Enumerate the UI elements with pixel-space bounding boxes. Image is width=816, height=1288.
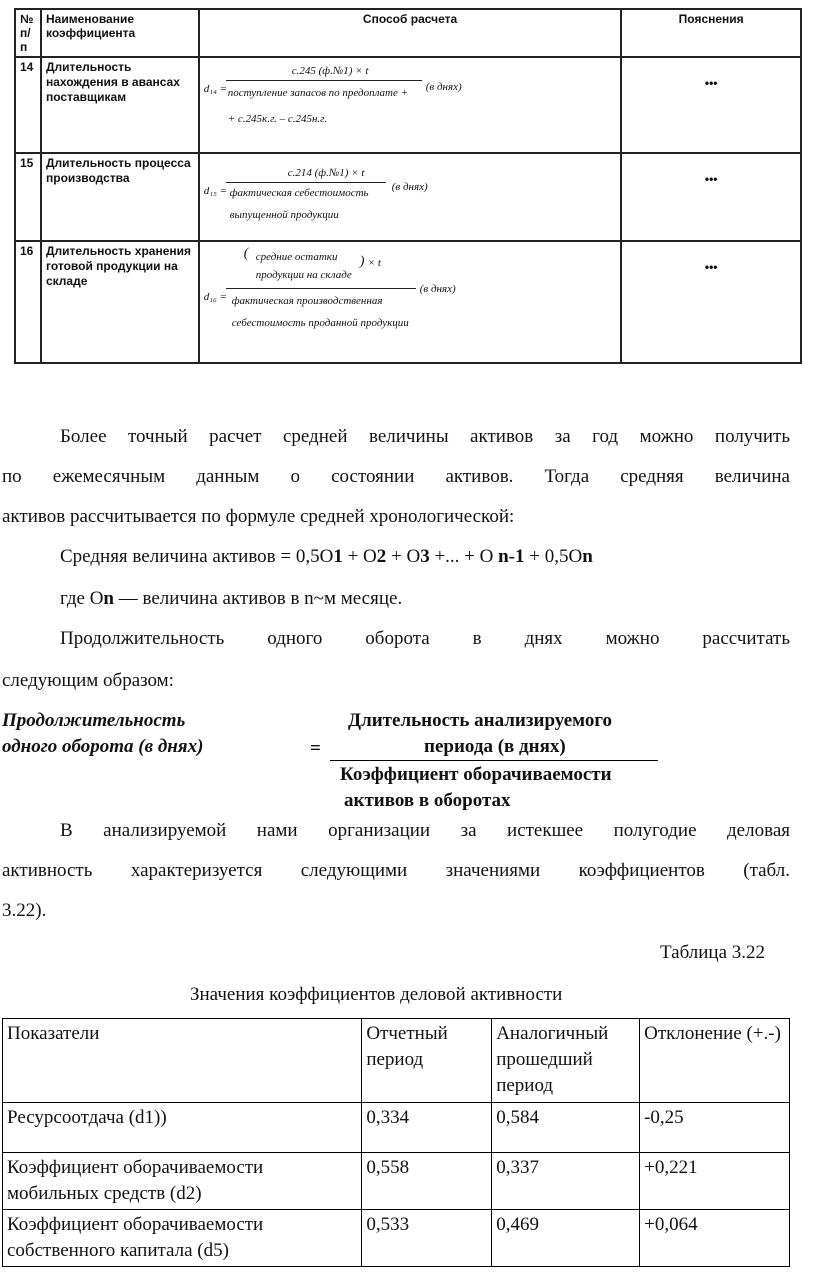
table-title: Значения коэффициентов деловой активности	[190, 984, 563, 1005]
table-row	[3, 1210, 790, 1267]
formula-unit: (в днях)	[425, 81, 462, 93]
row-num: 16	[15, 241, 41, 363]
scanned-table-image	[0, 0, 816, 370]
table-cell: Коэффициент оборачиваемости собственного капитала (d5)	[3, 1210, 362, 1267]
formula-equals: =	[310, 738, 321, 759]
average-assets-formula	[60, 546, 593, 568]
header-notes: Пояснения	[621, 9, 801, 57]
header-cell: Отклонение (+.-)	[640, 1019, 790, 1103]
formula-sub: n	[582, 546, 593, 567]
row-name: Длительность процесса производства	[41, 153, 199, 241]
table-cell: 0,334	[362, 1103, 492, 1153]
formula-text: + О	[386, 546, 421, 567]
where-sub: n	[103, 588, 114, 609]
header-cell: Показатели	[3, 1019, 362, 1103]
table-cell: -0,25	[640, 1103, 790, 1153]
formula-lhs-2: одного оборота (в днях)	[2, 736, 204, 757]
table-cell: 0,558	[362, 1153, 492, 1210]
formula-denominator-2: + с.245к.г. – с.245н.г.	[227, 113, 328, 125]
formula-denominator-2: активов в оборотах	[344, 790, 511, 811]
header-cell: Отчетный период	[362, 1019, 492, 1103]
where-text: где О	[60, 588, 104, 609]
formula-lhs: d₁₅ =	[203, 185, 228, 197]
paragraph-2-line-2: следующим образом:	[2, 670, 174, 691]
formula-lhs: d₁₄ =	[203, 83, 228, 95]
formula-denominator-1: фактическая производственная	[231, 295, 383, 307]
formula-numerator-1: средние остатки	[255, 251, 338, 263]
fraction-line	[226, 182, 386, 183]
formula-text: +... + О	[429, 546, 499, 567]
paren-right: )	[359, 254, 365, 269]
table-row	[3, 1153, 790, 1210]
business-activity-table	[2, 1018, 790, 1267]
header-num: № п/п	[15, 9, 41, 57]
coefficients-method-table	[14, 8, 802, 364]
paragraph-3-line-2: активность характеризуется следующими значениями коэффициентов (табл.	[2, 860, 790, 881]
row-formula	[199, 241, 622, 363]
formula-numerator-1: Длительность анализируемого	[348, 710, 612, 731]
row-num: 14	[15, 57, 41, 153]
row-note: •••	[621, 153, 801, 241]
formula-numerator: c.245 (ф.№1) × t	[291, 65, 369, 77]
header-method: Способ расчета	[199, 9, 622, 57]
formula-denominator-2: себестоимость проданной продукции	[231, 317, 409, 329]
formula-sub: n-1	[498, 546, 525, 567]
table-row	[3, 1103, 790, 1153]
formula-text: + 0,5О	[524, 546, 583, 567]
fraction-line	[226, 288, 416, 289]
row-note: •••	[621, 57, 801, 153]
row-name: Длительность хранения готовой продукции на складе	[41, 241, 199, 363]
formula-denominator-1: поступление запасов по предоплате +	[227, 87, 409, 99]
fraction-line	[226, 80, 422, 81]
table-row	[15, 57, 801, 153]
formula-denominator-1: фактическая себестоимость	[229, 187, 369, 199]
formula-text: + О	[342, 546, 377, 567]
where-line	[60, 588, 402, 610]
table-label: Таблица 3.22	[660, 942, 766, 963]
formula-lhs-1: Продолжительность	[2, 710, 186, 731]
fraction-line	[330, 760, 658, 761]
table-cell: 0,584	[492, 1103, 640, 1153]
table-cell: +0,221	[640, 1153, 790, 1210]
header-cell: Аналогичный прошедший период	[492, 1019, 640, 1103]
paragraph-1-line-3: активов рассчитывается по формуле средней хронологической:	[2, 506, 515, 527]
formula-numerator: c.214 (ф.№1) × t	[287, 167, 365, 179]
formula-text: Средняя величина активов = 0,5О	[60, 546, 334, 567]
table-cell: 0,533	[362, 1210, 492, 1267]
formula-sub: 3	[420, 546, 430, 567]
table-cell: Ресурсоотдача (d1))	[3, 1103, 362, 1153]
formula-denominator-1: Коэффициент оборачиваемости	[340, 764, 612, 785]
row-num: 15	[15, 153, 41, 241]
formula-unit: (в днях)	[419, 283, 456, 295]
table-row	[15, 241, 801, 363]
row-formula	[199, 57, 622, 153]
paragraph-3-line-3: 3.22).	[2, 900, 47, 921]
formula-sub: 2	[376, 546, 387, 567]
paragraph-1-line-2: по ежемесячным данным о состоянии активов. Тогда средняя величина	[2, 466, 790, 487]
formula-denominator-2: выпущенной продукции	[229, 209, 339, 221]
paragraph-1-line-1: Более точный расчет средней величины активов за год можно получить	[60, 426, 790, 447]
where-text: — величина активов в n~м месяце.	[114, 588, 403, 609]
table-cell: 0,469	[492, 1210, 640, 1267]
row-note: •••	[621, 241, 801, 363]
formula-multiplier: × t	[367, 257, 381, 269]
paragraph-3-line-1: В анализируемой нами организации за истекшее полугодие деловая	[60, 820, 790, 841]
formula-numerator-2: продукции на складе	[255, 269, 352, 281]
paragraph-2-line-1: Продолжительность одного оборота в днях можно рассчитать	[60, 628, 790, 649]
formula-unit: (в днях)	[391, 181, 428, 193]
row-name: Длительность нахождения в авансах поставщикам	[41, 57, 199, 153]
row-formula	[199, 153, 622, 241]
formula-sub: 1	[333, 546, 343, 567]
paren-left: (	[243, 246, 249, 261]
table-cell: +0,064	[640, 1210, 790, 1267]
formula-lhs: d₁₆ =	[203, 291, 228, 303]
table-header-row	[3, 1019, 790, 1103]
header-name: Наименование коэффициента	[41, 9, 199, 57]
table-cell: 0,337	[492, 1153, 640, 1210]
table-cell: Коэффициент оборачиваемости мобильных средств (d2)	[3, 1153, 362, 1210]
formula-numerator-2: периода (в днях)	[424, 736, 566, 757]
table-row	[15, 153, 801, 241]
